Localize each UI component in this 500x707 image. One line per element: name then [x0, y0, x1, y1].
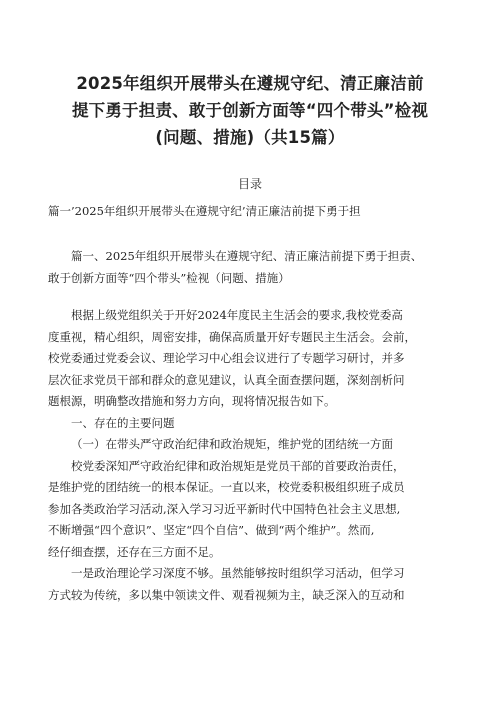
- intro-paragraph: [48, 305, 452, 413]
- section-heading-2: [48, 434, 452, 456]
- text-line: 敢于创新方面等“四个带头”检视（问题、措施）: [48, 270, 290, 285]
- text-line: 度重视，精心组织，周密安排，确保高质量开好专题民主生活会。会前，: [48, 329, 416, 344]
- toc-heading: 目录: [237, 177, 262, 191]
- text-line: 一是政治理论学习深度不够。虽然能够按时组织学习活动，但学习: [71, 566, 405, 580]
- document-title: [48, 0, 452, 151]
- text-line: 层次征求党员干部和群众的意见建议，认真全面查摆问题，深刻剖析问: [48, 372, 405, 387]
- section-heading-1: [48, 413, 452, 435]
- text-line: （一）在带头严守政治纪律和政治规矩，维护党的团结统一方面: [71, 437, 393, 451]
- body-paragraph-2: [48, 563, 452, 606]
- toc-item-link[interactable]: 篇一’2025年组织开展带头在遵规守纪’清正廉洁前提下勇于担: [48, 204, 361, 218]
- text-line: 校党委通过党委会议、理论学习中心组会议进行了专题学习研讨，并多: [48, 351, 405, 365]
- title-line: 2025年组织开展带头在遵规守纪、清正廉洁前: [76, 74, 424, 93]
- text-line: 一、存在的主要问题: [71, 415, 175, 430]
- text-line: 校党委深知严守政治纪律和政治规矩是党员干部的首要政治责任，: [71, 458, 405, 473]
- text-line: 根据上级党组织关于开好2024年度民主生活会的要求,我校党委高: [71, 308, 403, 322]
- text-line: 是维护党的团结统一的根本保证。一直以来，校党委积极组织班子成员: [48, 480, 405, 494]
- text-line: 经仔细查摆，还存在三方面不足。: [48, 544, 221, 559]
- text-line: 参加各类政治学习活动,深入学习习近平新时代中国特色社会主义思想,: [48, 501, 401, 516]
- text-line: 题根源，明确整改措施和努力方向，现将情况报告如下。: [48, 394, 336, 408]
- text-line: 方式较为传统，多以集中领读文件、观看视频为主，缺乏深入的互动和: [48, 587, 405, 602]
- text-line: 不断增强“四个意识”、坚定“四个自信”、做到“两个维护”。然而,: [48, 523, 375, 537]
- text-line: 篇一、2025年组织开展带头在遵规守纪、清正廉洁前提下勇于担责、: [71, 249, 423, 263]
- title-line: (问题、措施)（共15篇）: [155, 128, 345, 147]
- body-paragraph-1: [48, 456, 452, 564]
- article-title: [48, 246, 452, 289]
- title-line: 提下勇于担责、敢于创新方面等“四个带头”检视: [71, 101, 429, 120]
